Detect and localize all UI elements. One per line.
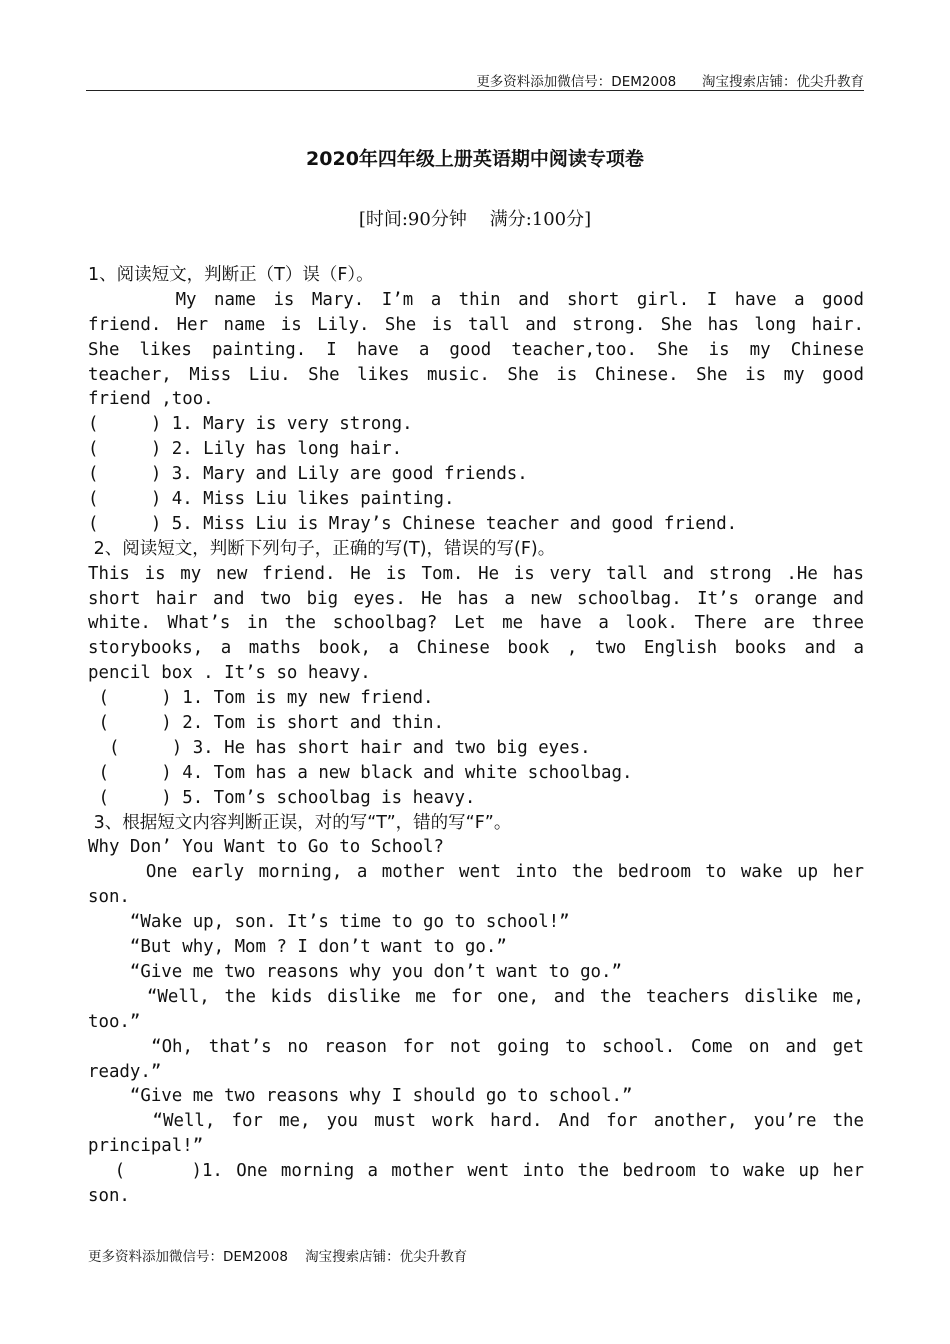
text-line: teacher, Miss Liu. She likes music. She is Chinese. She is my good bbox=[88, 364, 864, 385]
text-line: 1、阅读短文，判断正（T）误（F）。 bbox=[88, 265, 374, 285]
text-line: too.” bbox=[88, 1011, 141, 1032]
text-line: ready.” bbox=[88, 1061, 162, 1082]
text-line: ( ) 3. He has short hair and two big eyes. bbox=[88, 737, 591, 758]
text-line: Why Don’ You Want to Go to School? bbox=[88, 837, 444, 858]
text-line: white. What’s in the schoolbag? Let me have a look. There are three bbox=[88, 613, 864, 634]
text-line: ( ) 4. Tom has a new black and white schoolbag. bbox=[88, 762, 633, 783]
text-line: 2、阅读短文，判断下列句子，正确的写(T)，错误的写(F)。 bbox=[88, 538, 556, 559]
text-line: friend ,too. bbox=[88, 389, 214, 410]
text-line: ( ) 2. Lily has long hair. bbox=[88, 439, 403, 460]
text-line: son. bbox=[88, 887, 130, 908]
text-line: My name is Mary. I’m a thin and short girl. I have a good bbox=[88, 289, 864, 310]
text-line: ( ) 2. Tom is short and thin. bbox=[88, 713, 444, 734]
text-line: She likes painting. I have a good teacher,too. She is my Chinese bbox=[88, 339, 864, 360]
text-line: son. bbox=[88, 1185, 130, 1206]
text-line: ( ) 3. Mary and Lily are good friends. bbox=[88, 464, 528, 485]
text-line: This is my new friend. He is Tom. He is very tall and strong .He has bbox=[88, 563, 864, 584]
text-line: “Wake up, son. It’s time to go to school!” bbox=[88, 912, 570, 933]
text-line: storybooks, a maths book, a Chinese book , two English books and a bbox=[88, 638, 864, 659]
page-title: 2020年四年级上册英语期中阅读专项卷 bbox=[306, 148, 644, 170]
text-line: ( )1. One morning a mother went into the bedroom to wake up her bbox=[88, 1161, 864, 1182]
text-line: friend. Her name is Lily. She is tall and strong. She has long hair. bbox=[88, 314, 864, 335]
text-line: “But why, Mom ? I don’t want to go.” bbox=[88, 937, 507, 958]
exam-info: [时间:90分钟 满分:100分] bbox=[358, 209, 592, 230]
text-line: ( ) 1. Tom is my new friend. bbox=[88, 688, 434, 709]
text-line: short hair and two big eyes. He has a new schoolbag. It’s orange and bbox=[88, 588, 864, 609]
text-line: principal!” bbox=[88, 1136, 204, 1157]
document-body bbox=[88, 263, 864, 1209]
text-line: “Give me two reasons why I should go to school.” bbox=[88, 1086, 633, 1107]
text-line: ( ) 1. Mary is very strong. bbox=[88, 414, 413, 435]
text-line: “Give me two reasons why you don’t want to go.” bbox=[88, 961, 622, 982]
page-footer: 更多资料添加微信号：DEM2008 淘宝搜索店铺：优尖升教育 bbox=[88, 1249, 468, 1265]
text-line: ( ) 4. Miss Liu likes painting. bbox=[88, 489, 455, 510]
text-line: ( ) 5. Miss Liu is Mray’s Chinese teacher and good friend. bbox=[88, 513, 738, 534]
text-line: “Well, the kids dislike me for one, and the teachers dislike me, bbox=[88, 986, 864, 1007]
page-header: 更多资料添加微信号：DEM2008 淘宝搜索店铺：优尖升教育 bbox=[476, 74, 864, 90]
header-rule bbox=[86, 90, 864, 91]
text-line: 3、根据短文内容判断正误，对的写“T”，错的写“F”。 bbox=[88, 812, 512, 833]
text-line: “Oh, that’s no reason for not going to school. Come on and get bbox=[88, 1036, 864, 1057]
text-line: One early morning, a mother went into the bedroom to wake up her bbox=[88, 862, 864, 883]
text-line: ( ) 5. Tom’s schoolbag is heavy. bbox=[88, 787, 476, 808]
text-line: “Well, for me, you must work hard. And for another, you’re the bbox=[88, 1111, 864, 1132]
text-line: pencil box . It’s so heavy. bbox=[88, 663, 371, 684]
